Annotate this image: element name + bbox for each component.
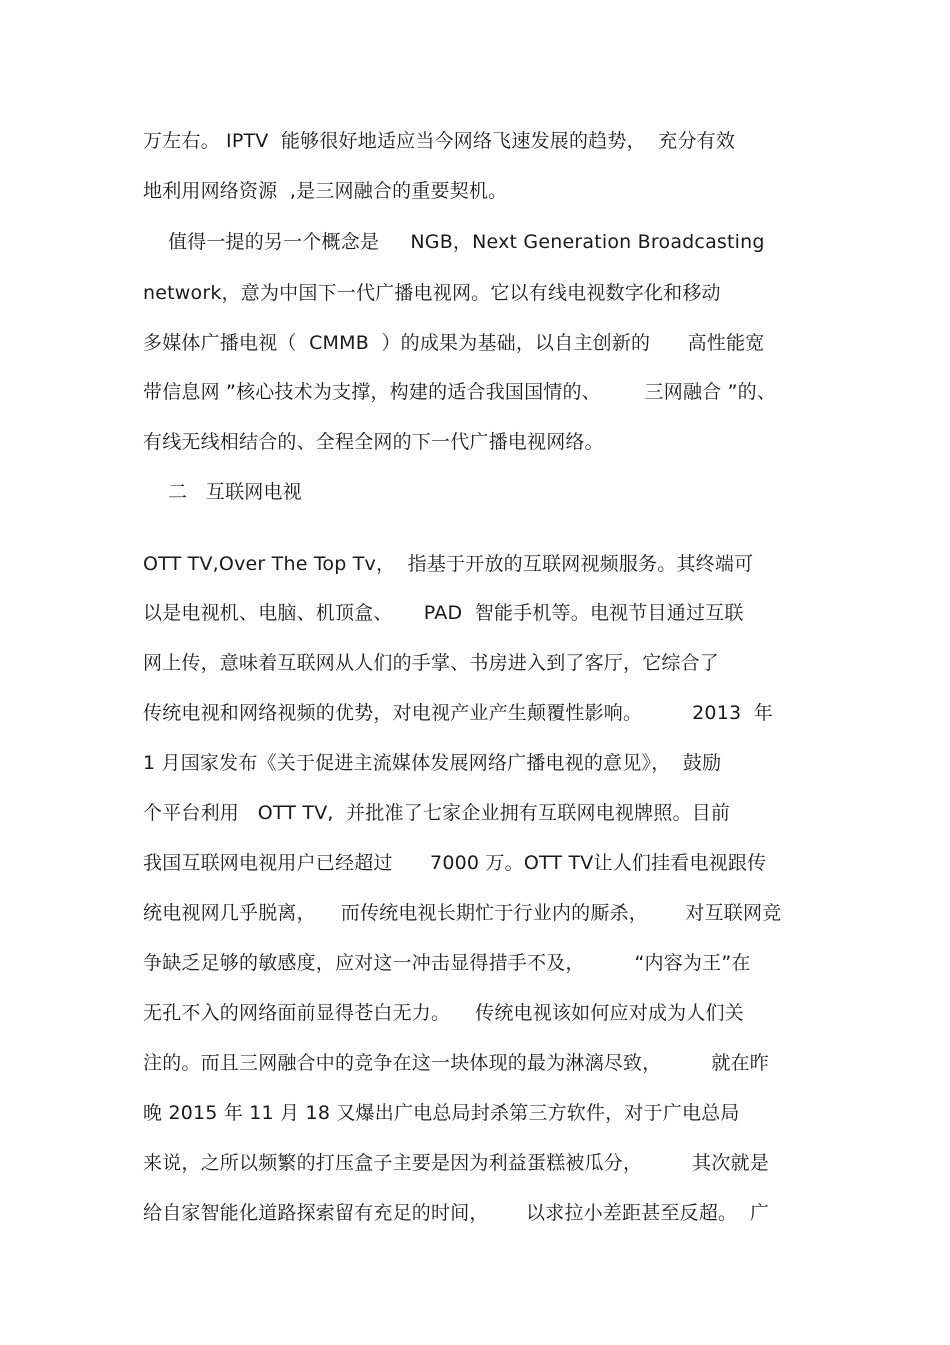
text-line: 个平台利用 OTT TV, 并批准了七家企业拥有互联网电视牌照。目前 bbox=[143, 802, 731, 824]
text-line: 来说，之所以频繁的打压盒子主要是因为利益蛋糕被瓜分， 其次就是 bbox=[143, 1152, 769, 1174]
text-line: network，意为中国下一代广播电视网。它以有线电视数字化和移动 bbox=[143, 282, 721, 304]
text-line: 地利用网络资源 ,是三网融合的重要契机。 bbox=[143, 180, 508, 202]
text-line: 我国互联网电视用户已经超过 7000 万。OTT TV让人们挂看电视跟传 bbox=[143, 852, 767, 874]
text-line: 1 月国家发布《关于促进主流媒体发展网络广播电视的意见》， 鼓励 bbox=[143, 752, 722, 774]
text-line: 争缺乏足够的敏感度，应对这一冲击显得措手不及， “内容为王”在 bbox=[143, 952, 751, 974]
text-line: 给自家智能化道路探索留有充足的时间， 以求拉小差距甚至反超。 广 bbox=[143, 1202, 769, 1224]
text-line: 网上传，意味着互联网从人们的手掌、书房进入到了客厅，它综合了 bbox=[143, 652, 720, 674]
text-line: OTT TV,Over The Top Tv， 指基于开放的互联网视频服务。其终端可 bbox=[143, 553, 754, 575]
text-line: 无孔不入的网络面前显得苍白无力。 传统电视该如何应对成为人们关 bbox=[143, 1002, 744, 1024]
text-line: 注的。而且三网融合中的竞争在这一块体现的最为淋漓尽致， 就在昨 bbox=[143, 1052, 769, 1074]
text-line: 万左右。 IPTV 能够很好地适应当今网络飞速发展的趋势， 充分有效 bbox=[143, 130, 736, 152]
text-line: 统电视网几乎脱离， 而传统电视长期忙于行业内的厮杀， 对互联网竞 bbox=[143, 902, 782, 924]
text-line: 晚 2015 年 11 月 18 又爆出广电总局封杀第三方软件，对于广电总局 bbox=[143, 1102, 740, 1124]
text-line: 传统电视和网络视频的优势，对电视产业产生颠覆性影响。 2013 年 bbox=[143, 702, 773, 724]
text-line: 带信息网 ”核心技术为支撑，构建的适合我国国情的、 三网融合 ”的、 bbox=[143, 381, 777, 403]
section-heading: 二 互联网电视 bbox=[143, 481, 302, 503]
text-line: 有线无线相结合的、全程全网的下一代广播电视网络。 bbox=[143, 431, 604, 453]
text-line: 值得一提的另一个概念是 NGB，Next Generation Broadcasting bbox=[143, 231, 765, 253]
text-line: 以是电视机、电脑、机顶盒、 PAD 智能手机等。电视节目通过互联 bbox=[143, 602, 744, 624]
text-line: 多媒体广播电视（ CMMB ）的成果为基础，以自主创新的 高性能宽 bbox=[143, 332, 765, 354]
